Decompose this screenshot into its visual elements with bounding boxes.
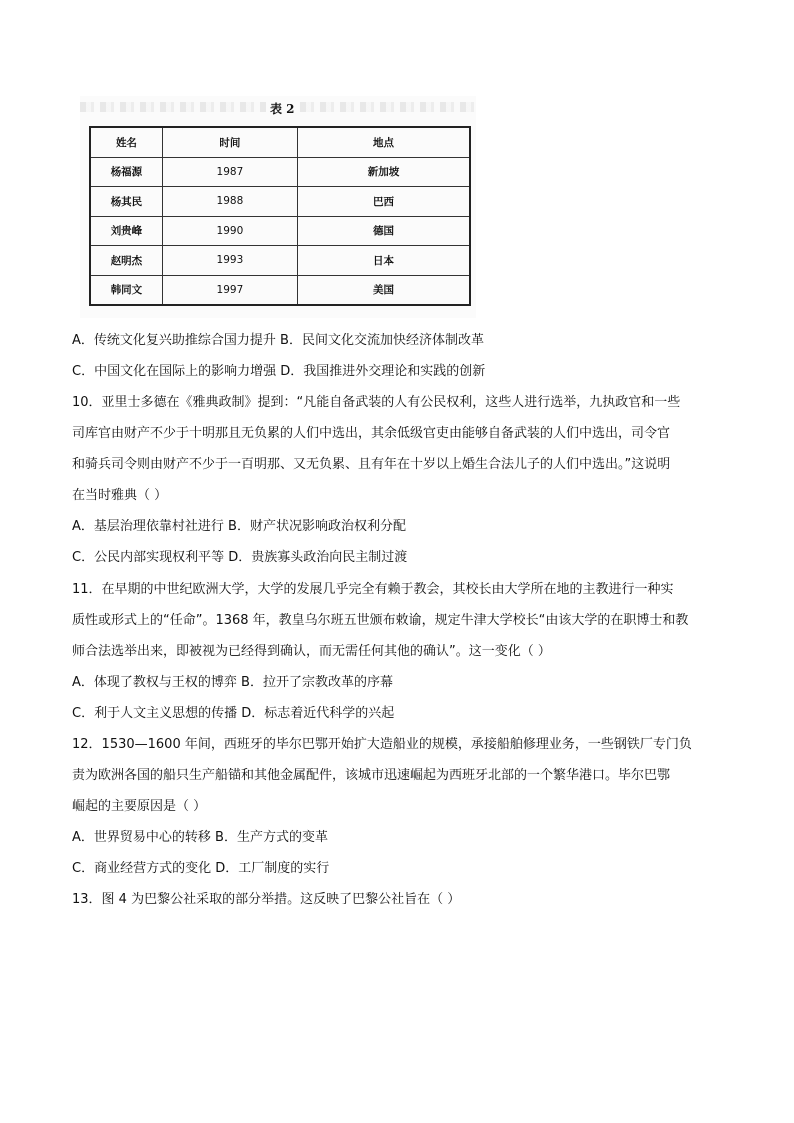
cell-year: 1990 (162, 216, 297, 246)
question-11-text: 师合法选举出来，即被视为已经得到确认，而无需任何其他的确认”。这一变化（ ） (72, 644, 551, 659)
answer-options-line: A．基层治理依靠村社进行 B．财产状况影响政治权利分配 (72, 519, 406, 534)
table-row (90, 216, 470, 246)
table-title: 表 2 (266, 100, 299, 117)
question-10-text: 在当时雅典（ ） (72, 488, 168, 503)
cell-name: 刘贵峰 (90, 216, 162, 246)
cell-name: 韩同文 (90, 275, 162, 305)
question-12-text: 崛起的主要原因是（ ） (72, 799, 207, 814)
scanned-table-image (80, 96, 476, 318)
header-time: 时间 (162, 127, 297, 157)
table-row (90, 275, 470, 305)
answer-options-line: C．商业经营方式的变化 D．工厂制度的实行 (72, 861, 330, 876)
cell-name: 赵明杰 (90, 246, 162, 276)
answer-options-line: C．中国文化在国际上的影响力增强 D．我国推进外交理论和实践的创新 (72, 364, 486, 379)
cell-year: 1993 (162, 246, 297, 276)
answer-options-line: C．公民内部实现权利平等 D．贵族寡头政治向民主制过渡 (72, 550, 408, 565)
cell-place: 美国 (297, 275, 470, 305)
table-header-row (90, 127, 470, 157)
data-table (89, 126, 471, 306)
cell-name: 杨福源 (90, 157, 162, 187)
question-11-text: 质性或形式上的“任命”。1368 年，教皇乌尔班五世颁布敕谕，规定牛津大学校长“由该大学的在职博士和教 (72, 613, 689, 628)
table-row (90, 246, 470, 276)
table-row (90, 187, 470, 217)
cell-year: 1997 (162, 275, 297, 305)
cell-year: 1988 (162, 187, 297, 217)
answer-options-line: A．体现了教权与王权的博弈 B．拉开了宗教改革的序幕 (72, 675, 393, 690)
cell-place: 新加坡 (297, 157, 470, 187)
question-13-text: 13．图 4 为巴黎公社采取的部分举措。这反映了巴黎公社旨在（ ） (72, 892, 461, 907)
header-place: 地点 (297, 127, 470, 157)
question-10-text: 和骑兵司令则由财产不少于一百明那、又无负累、且有年在十岁以上婚生合法儿子的人们中选出。”这说明 (72, 457, 671, 472)
question-11-text: 11．在早期的中世纪欧洲大学，大学的发展几乎完全有赖于教会，其校长由大学所在地的主教进行一种实 (72, 582, 674, 597)
answer-options-line: A．传统文化复兴助推综合国力提升 B．民间文化交流加快经济体制改革 (72, 333, 484, 348)
header-name: 姓名 (90, 127, 162, 157)
answer-options-line: C．利于人文主义思想的传播 D．标志着近代科学的兴起 (72, 706, 395, 721)
table-caption-area (80, 96, 476, 124)
cell-place: 德国 (297, 216, 470, 246)
question-10-text: 司库官由财产不少于十明那且无负累的人们中选出，其余低级官吏由能够自备武装的人们中选出，司令官 (72, 426, 671, 441)
question-12-text: 12．1530—1600 年间，西班牙的毕尔巴鄂开始扩大造船业的规模，承接船舶修理业务，一些钢铁厂专门负 (72, 737, 692, 752)
cell-year: 1987 (162, 157, 297, 187)
question-10-text: 10．亚里士多德在《雅典政制》提到：“凡能自备武装的人有公民权利，这些人进行选举，九执政官和一些 (72, 395, 681, 410)
cell-place: 日本 (297, 246, 470, 276)
table-row (90, 157, 470, 187)
cell-name: 杨其民 (90, 187, 162, 217)
answer-options-line: A．世界贸易中心的转移 B．生产方式的变革 (72, 830, 328, 845)
question-12-text: 责为欧洲各国的船只生产船锚和其他金属配件，该城市迅速崛起为西班牙北部的一个繁华港口。毕尔巴鄂 (72, 768, 671, 783)
cell-place: 巴西 (297, 187, 470, 217)
